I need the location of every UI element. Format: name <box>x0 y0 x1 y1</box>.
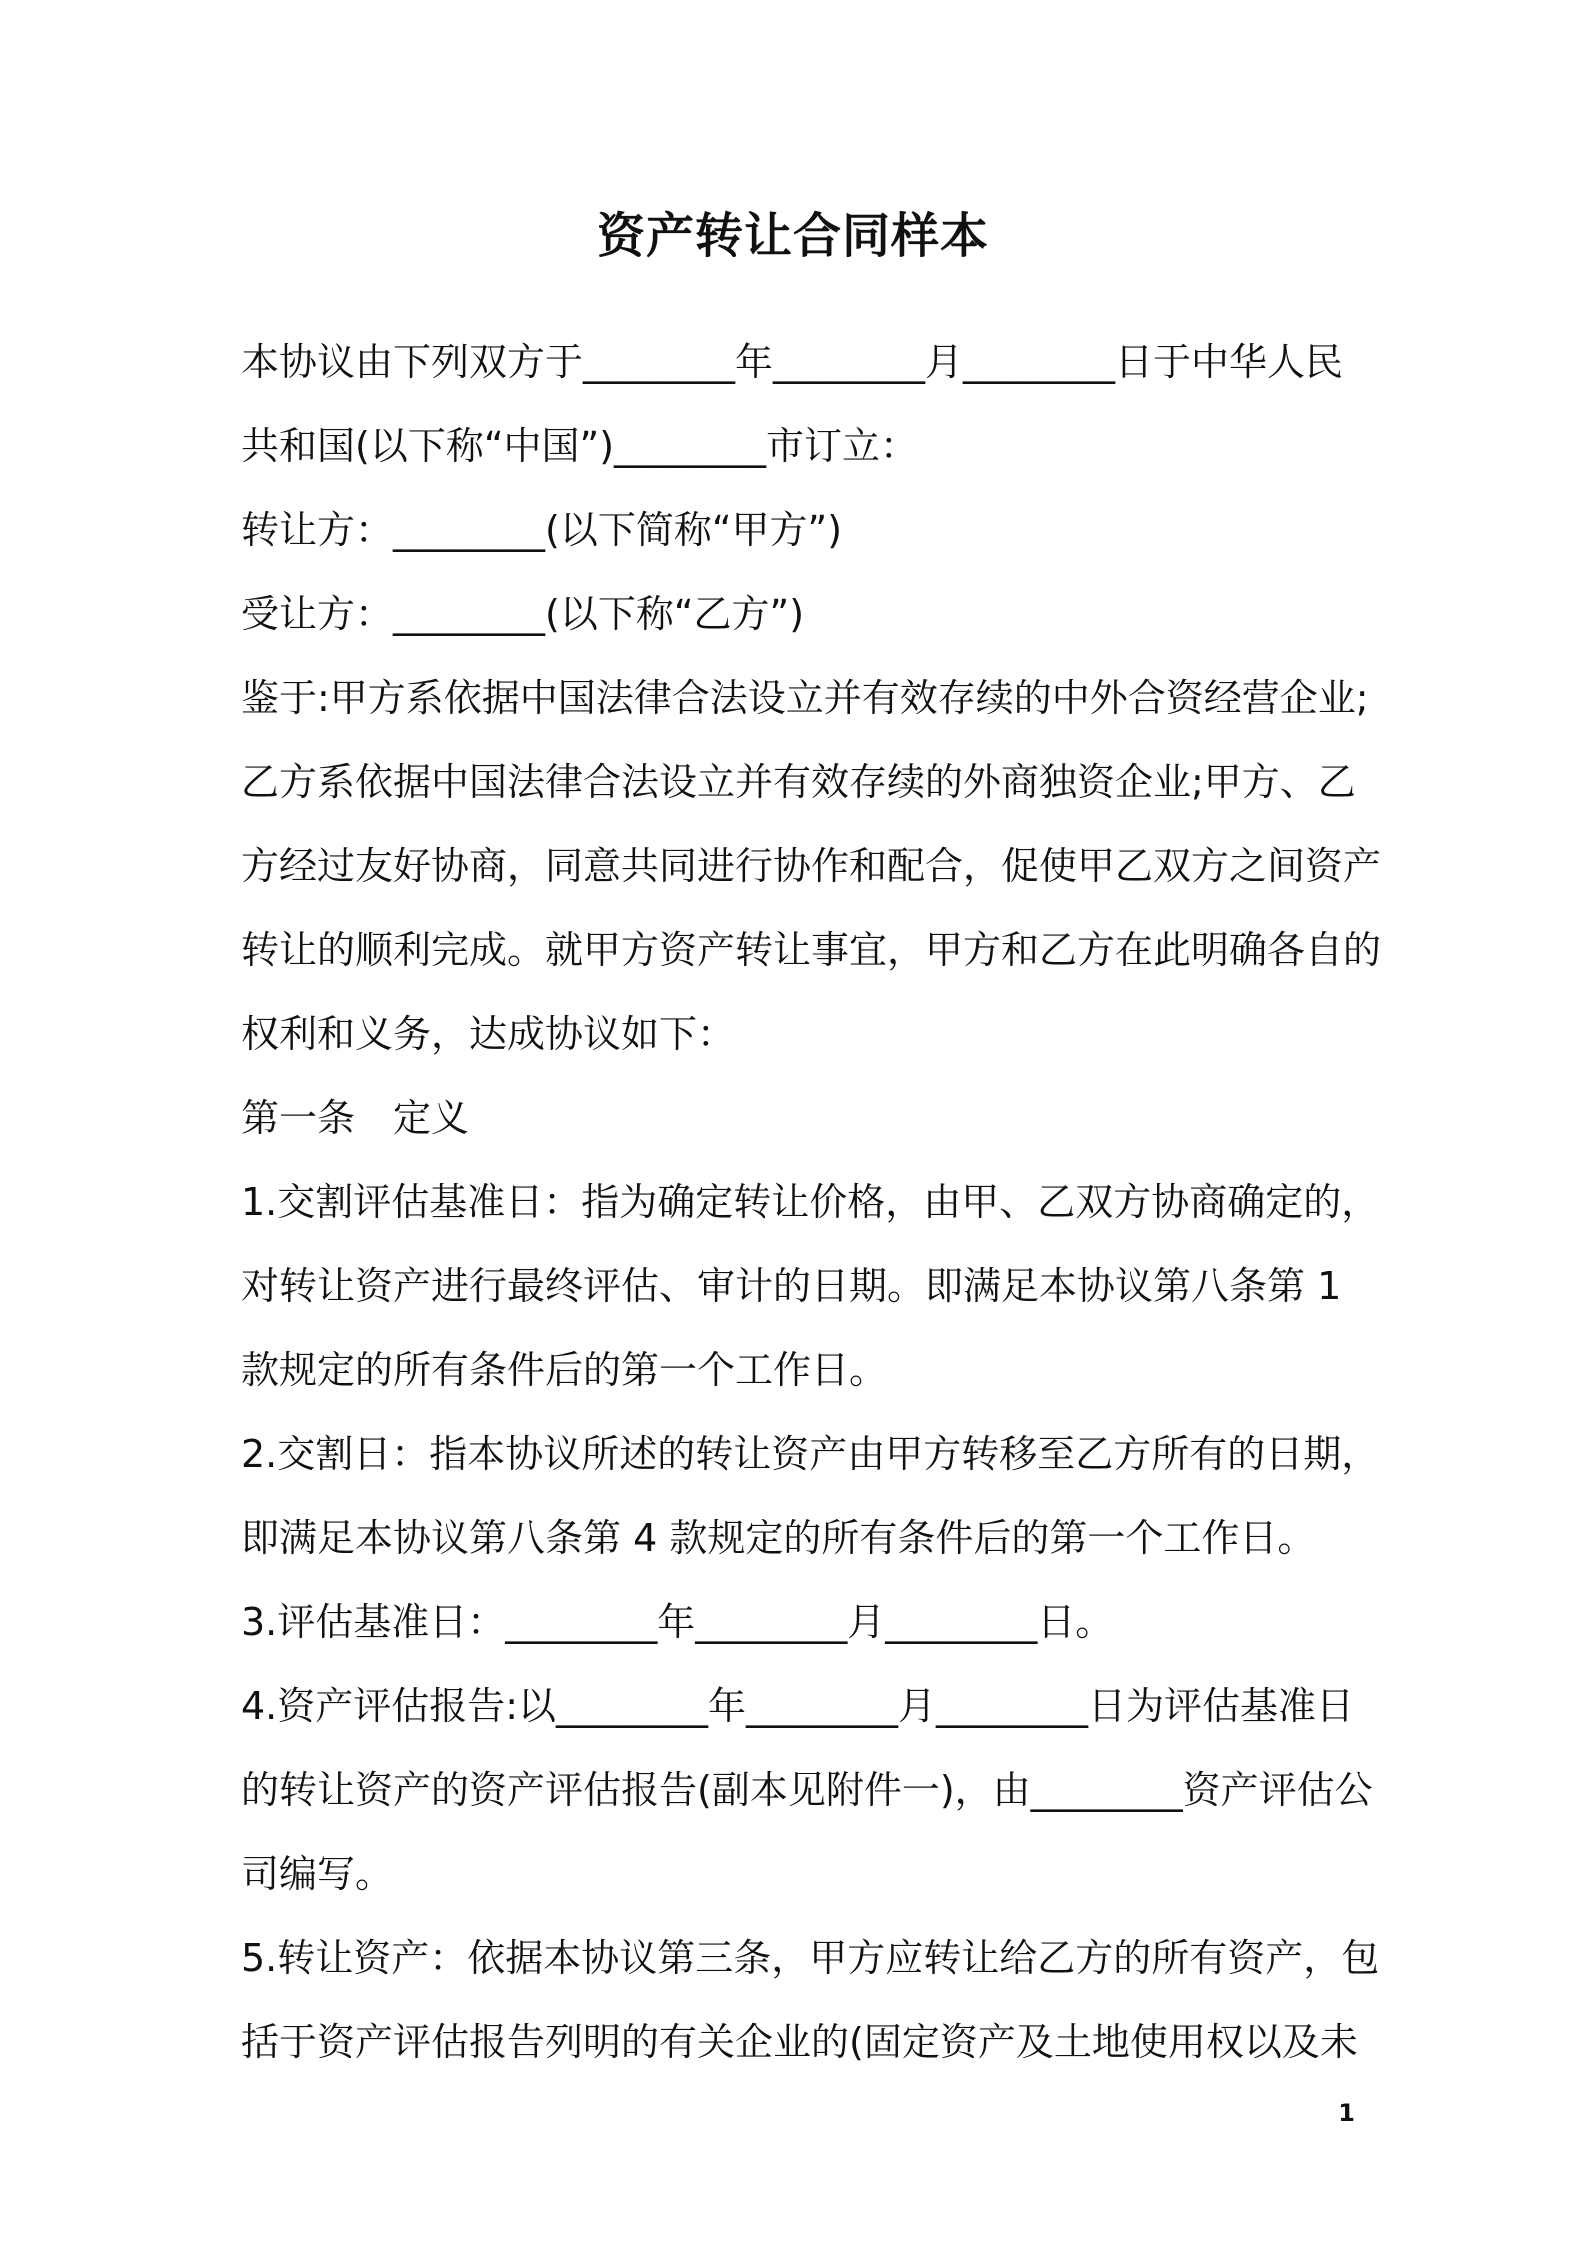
body-line: 4.资产评估报告:以________年________月________日为评估基准日 <box>241 1684 1355 1728</box>
body-line: 对转让资产进行最终评估、审计的日期。即满足本协议第八条第 1 <box>241 1264 1342 1308</box>
body-line: 1.交割评估基准日：指为确定转让价格，由甲、乙双方协商确定的， <box>241 1180 1380 1224</box>
body-line: 转让的顺利完成。就甲方资产转让事宜，甲方和乙方在此明确各自的 <box>241 928 1382 972</box>
body-line: 受让方：________(以下称“乙方”) <box>241 592 805 636</box>
body-line: 5.转让资产：依据本协议第三条，甲方应转让给乙方的所有资产，包 <box>241 1936 1380 1980</box>
body-line: 即满足本协议第八条第 4 款规定的所有条件后的第一个工作日。 <box>241 1516 1316 1560</box>
body-line: 本协议由下列双方于________年________月________日于中华人民 <box>241 340 1344 384</box>
body-line: 3.评估基准日：________年________月________日。 <box>241 1600 1114 1644</box>
body-line: 款规定的所有条件后的第一个工作日。 <box>241 1348 888 1392</box>
document-title: 资产转让合同样本 <box>596 208 989 264</box>
body-line: 鉴于:甲方系依据中国法律合法设立并有效存续的中外合资经营企业; <box>241 676 1369 720</box>
body-line: 方经过友好协商，同意共同进行协作和配合，促使甲乙双方之间资产 <box>241 844 1382 888</box>
body-line: 共和国(以下称“中国”)________市订立： <box>241 424 919 468</box>
section-heading: 第一条 定义 <box>241 1096 470 1140</box>
body-line: 2.交割日：指本协议所述的转让资产由甲方转移至乙方所有的日期， <box>241 1432 1380 1476</box>
body-line: 括于资产评估报告列明的有关企业的(固定资产及土地使用权以及未 <box>241 2020 1358 2064</box>
body-line: 乙方系依据中国法律合法设立并有效存续的外商独资企业;甲方、乙 <box>241 760 1356 804</box>
page-number: 1 <box>1338 2099 1355 2127</box>
body-line: 的转让资产的资产评估报告(副本见附件一)，由________资产评估公 <box>241 1768 1373 1812</box>
body-line: 转让方：________(以下简称“甲方”) <box>241 508 843 552</box>
body-line: 司编写。 <box>241 1852 394 1896</box>
body-line: 权利和义务，达成协议如下： <box>241 1012 736 1056</box>
